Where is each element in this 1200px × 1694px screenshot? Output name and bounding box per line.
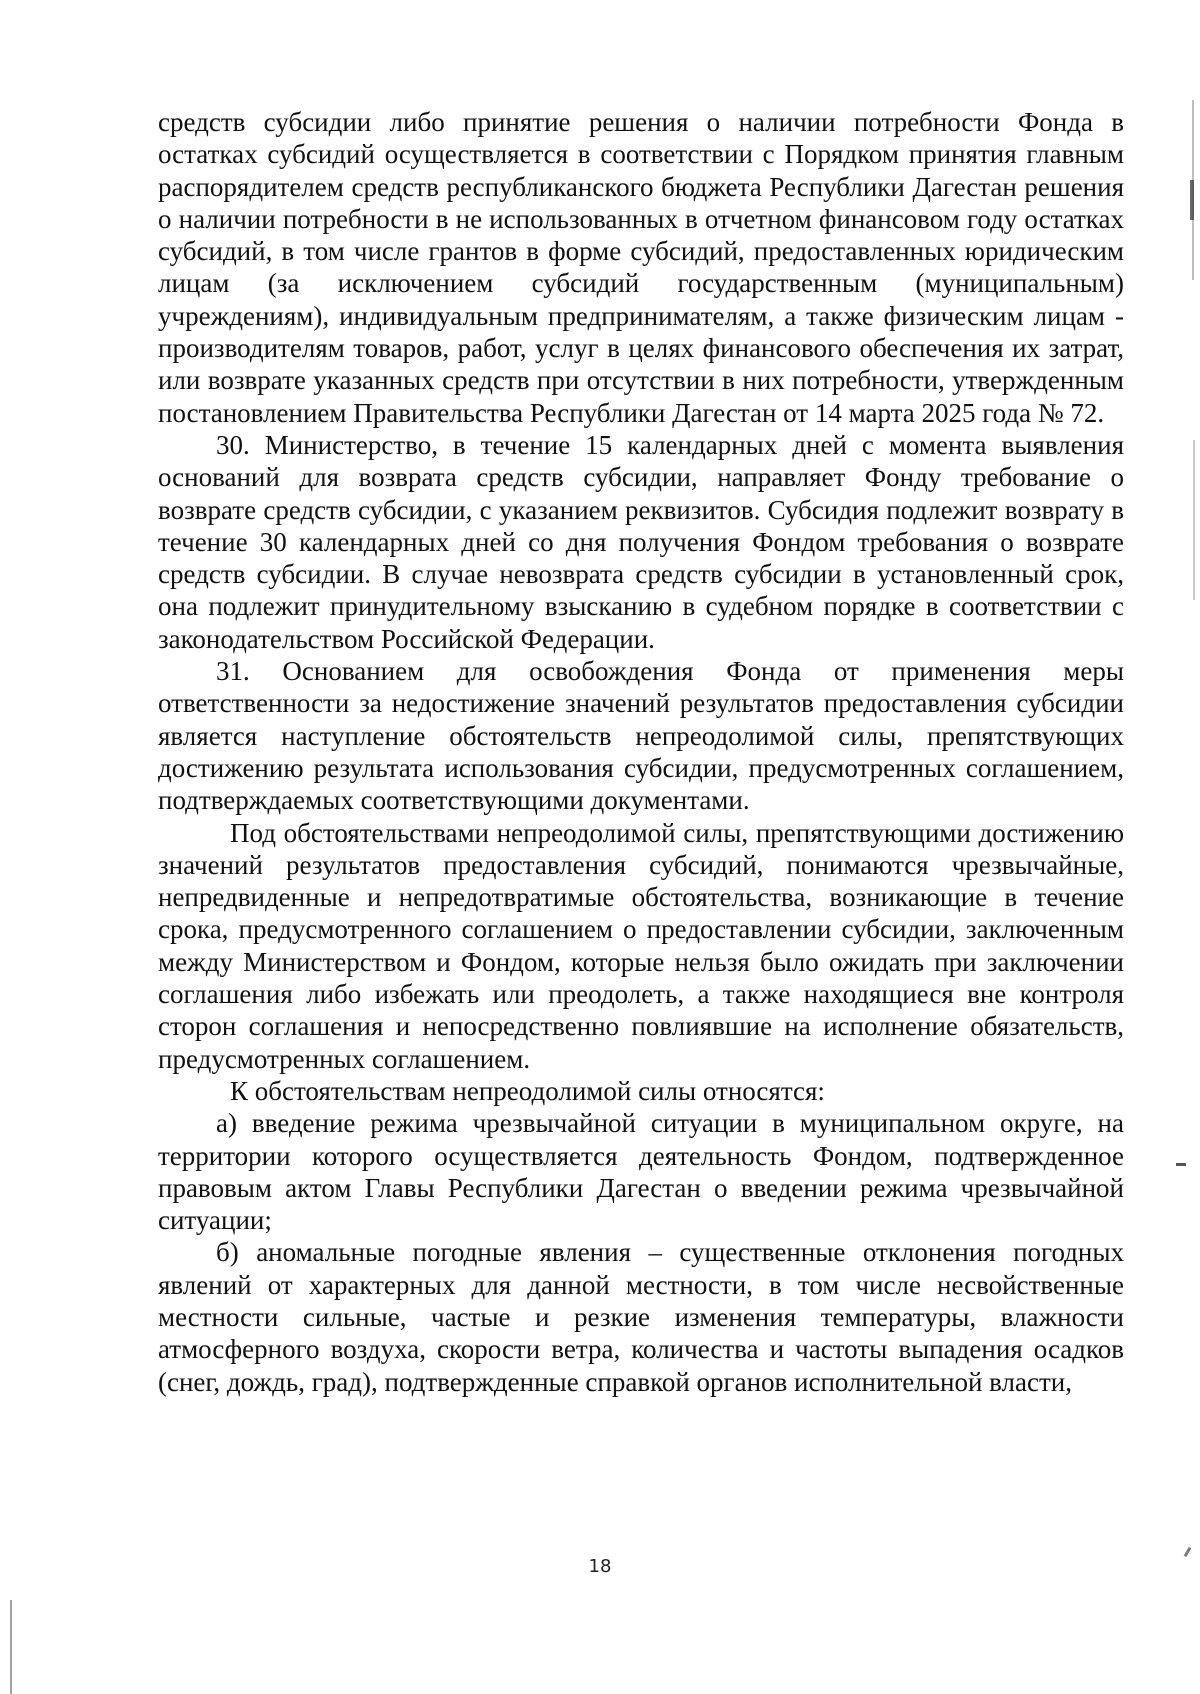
paragraph-continuation: средств субсидии либо принятие решения о наличии потребности Фонда в остатках субсидий осуществляется в соответствии с Порядком принятия главным распорядителем средств республиканского бюджета Республики Дагестан решения о наличии потребности в не использованных в отчетном финансовом году остатках субсидий, в том числе грантов в форме субсидий, предоставленных юридическим лицам (за исключением субсидий государственным (муниципальным) учреждениям), индивидуальным предпринимателям, а также физическим лицам - производителям товаров, работ, услуг в целях финансового обеспечения их затрат, или возврате указанных средств при отсутствии в них потребности, утвержденным постановлением Правительства Республики Дагестан от 14 марта 2025 года № 72. <box>158 107 1124 428</box>
scan-artifact <box>1193 440 1195 600</box>
paragraph-item-31: 31. Основанием для освобождения Фонда от применения меры ответственности за недостижение значений результатов предоставления субсидии является наступление обстоятельств непреодолимой силы, препятствующих достижению результата использования субсидии, предусмотренных соглашением, подтверждаемых соответствующими документами. <box>158 656 1124 816</box>
list-item-a: а) введение режима чрезвычайной ситуации в муниципальном округе, на территории которого осуществляется деятельность Фондом, подтвержденное правовым актом Главы Республики Дагестан о введении режима чрезвычайной ситуации; <box>158 1108 1124 1236</box>
list-item-b: б) аномальные погодные явления – существенные отклонения погодных явлений от характерных для данной местности, в том числе несвойственные местности сильные, частые и резкие изменения температуры, влажности атмосферного воздуха, скорости ветра, количества и частоты выпадения осадков (снег, дождь, град), подтвержденные справкой органов исполнительной власти, <box>158 1237 1124 1397</box>
document-page <box>158 106 1124 1398</box>
scan-artifact <box>10 1600 12 1694</box>
paragraph-force-majeure-definition: Под обстоятельствами непреодолимой силы, препятствующими достижению значений результатов предоставления субсидий, понимаются чрезвычайные, непредвиденные и непредотвратимые обстоятельства, возникающие в течение срока, предусмотренного соглашением о предоставлении субсидии, заключенным между Министерством и Фондом, которые нельзя было ожидать при заключении соглашения либо избежать или преодолеть, а также находящиеся вне контроля сторон соглашения и непосредственно повлиявшие на исполнение обязательств, предусмотренных соглашением. <box>158 817 1124 1074</box>
scan-artifact <box>1190 180 1194 220</box>
paragraph-force-majeure-list-intro: К обстоятельствам непреодолимой силы относятся: <box>230 1075 825 1106</box>
page-number: 18 <box>588 1556 612 1577</box>
paragraph-item-30: 30. Министерство, в течение 15 календарных дней с момента выявления оснований для возврата средств субсидии, направляет Фонду требование о возврате средств субсидии, с указанием реквизитов. Субсидия подлежит возврату в течение 30 календарных дней со дня получения Фондом требования о возврате средств субсидии. В случае невозврата средств субсидии в установленный срок, она подлежит принудительному взысканию в судебном порядке в соответствии с законодательством Российской Федерации. <box>158 429 1124 654</box>
scan-artifact <box>1176 1163 1186 1166</box>
